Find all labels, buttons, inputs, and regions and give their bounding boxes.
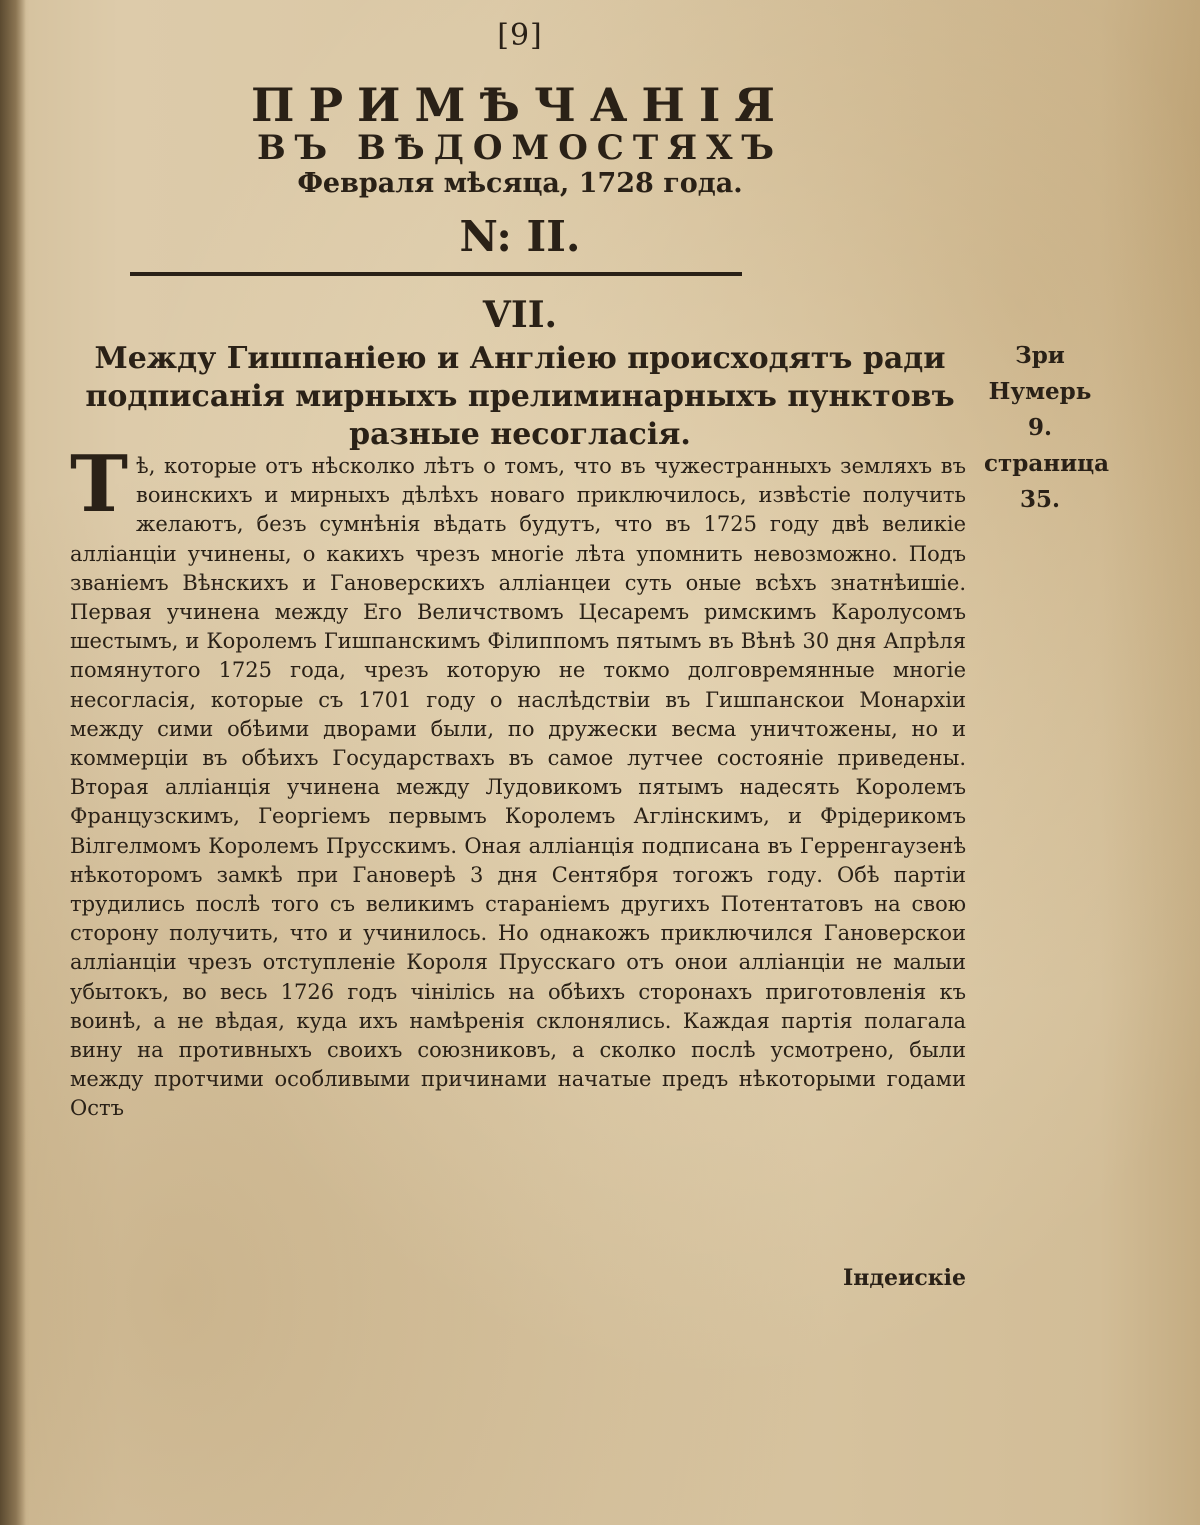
page-title: ПРИМѢЧАНІЯ: [251, 78, 789, 132]
page-subtitle: ВЪ ВѢДОМОСТЯХЪ: [256, 128, 784, 168]
article-body: [70, 439, 966, 1124]
article-heading: Между Гишпаніею и Англіею происходятъ ради подписанія мирныхъ прелиминарныхъ пунктовъ разные несогласія.: [85, 341, 955, 452]
issue-number: N: II.: [459, 212, 581, 261]
catchword: Індеискіе: [842, 1265, 966, 1291]
dateline: Февраля мѣсяца, 1728 года.: [297, 168, 743, 199]
section-number: VII.: [482, 294, 558, 336]
horizontal-rule: [130, 272, 742, 276]
article-text: ѣ, которые отъ нѣсколко лѣтъ о томъ, что въ чужестранныхъ земляхъ въ воинскихъ и мирныхъ дѣлѣхъ новаго приключилось, извѣстіе получить желаютъ, безъ сумнѣнія вѣдать будутъ, что въ 1725 году двѣ великіе алліанціи учинены, о какихъ чрезъ многіе лѣта упомнить невозможно. Подъ званіемъ Вѣнскихъ и Гановерскихъ алліанцеи суть оные всѣхъ знатнѣишіе. Первая учинена между Его Величствомъ Цесаремъ римскимъ Каролусомъ шестымъ, и Королемъ Гишпанскимъ Філиппомъ пятымъ въ Вѣнѣ 30 дня Апрѣля помянутого 1725 года, чрезъ которую не токмо долговремянные многіе несогласія, которые съ 1701 году о наслѣдствіи въ Гишпанскои Монархіи между сими обѣими дворами были, по дружески весма уничтожены, но и коммерціи въ обѣихъ Государствахъ въ самое лутчее состояніе приведены. Вторая алліанція учинена между Лудовикомъ пятымъ надесять Королемъ Французскимъ, Георгіемъ первымъ Королемъ Аглінскимъ, и Фрідерикомъ Вілгелмомъ Королемъ Прусскимъ. Оная алліанція подписана въ Герренгаузенѣ нѣкоторомъ замкѣ при Гановерѣ 3 дня Сентября тогожъ году. Обѣ партіи трудились послѣ того съ великимъ стараніемъ другихъ Потентатовъ на свою сторону получить, что и учинилось. Но однакожъ приключился Гановерскои алліанціи чрезъ отступленіе Короля Прусскаго отъ онои алліанціи не малыи убытокъ, во весь 1726 годъ чінілісь на обѣихъ сторонахъ приготовленія къ воинѣ, а не вѣдая, куда ихъ намѣренія склонялись. Каждая партія полагала вину на противныхъ своихъ союзниковъ, а сколко послѣ усмотрено, были между протчими особливыми причинами начатые предъ нѣкоторыми годами Остъ: [70, 454, 966, 1121]
drop-cap: Т: [70, 439, 129, 530]
margin-note: Зри Нумерь 9. страницa 35.: [984, 342, 1110, 513]
page-number: [9]: [497, 18, 543, 53]
